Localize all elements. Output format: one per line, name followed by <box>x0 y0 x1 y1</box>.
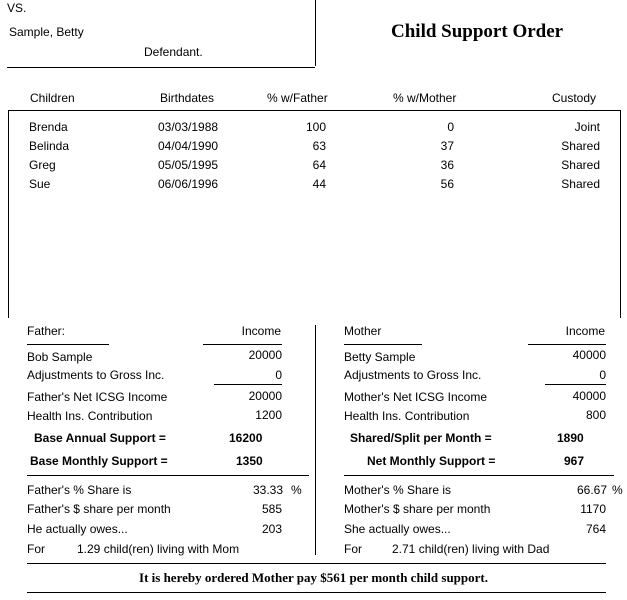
mother-owes-value: 764 <box>585 522 606 536</box>
order-statement: It is hereby ordered Mother pay $561 per month child support. <box>139 570 488 585</box>
caption-divider <box>315 0 316 66</box>
mother-adjust-value: 0 <box>599 368 606 382</box>
table-row-name: Brenda <box>29 120 68 134</box>
defendant-name: Sample, Betty <box>9 25 84 39</box>
mother-header-underline <box>344 344 422 345</box>
table-row-pct-mother: 36 <box>440 158 454 172</box>
mother-income: 40000 <box>572 348 606 362</box>
col-header-birthdates: Birthdates <box>160 91 215 105</box>
table-row-birthdate: 03/03/1988 <box>158 120 219 134</box>
father-health-value: 1200 <box>255 408 282 422</box>
table-row-birthdate: 05/05/1995 <box>158 158 219 172</box>
father-name: Bob Sample <box>27 350 93 364</box>
table-row-name: Belinda <box>29 139 70 153</box>
col-header-pct-father: % w/Father <box>267 91 328 105</box>
order-bottom-rule <box>27 592 606 593</box>
mother-name: Betty Sample <box>344 350 416 364</box>
father-net-label: Father's Net ICSG Income <box>27 390 168 404</box>
father-share-label: Father's $ share per month <box>27 502 171 516</box>
table-row-name: Sue <box>29 177 51 191</box>
col-header-children: Children <box>30 91 75 105</box>
father-adjust-label: Adjustments to Gross Inc. <box>27 368 165 382</box>
mother-for-value: 2.71 child(ren) living with Dad <box>392 542 550 556</box>
mother-net-value: 40000 <box>572 389 606 403</box>
mother-results-divider <box>344 475 614 476</box>
table-row-birthdate: 04/04/1990 <box>158 139 219 153</box>
mother-pct-label: Mother's % Share is <box>344 483 451 497</box>
father-health-label: Health Ins. Contribution <box>27 409 153 423</box>
father-owes-label: He actually owes... <box>27 522 128 536</box>
table-row-custody: Joint <box>574 120 600 134</box>
father-pct-value: 33.33 <box>252 483 283 497</box>
col-header-custody: Custody <box>552 91 597 105</box>
table-row-pct-father: 44 <box>312 177 326 191</box>
father-pct-unit: % <box>291 483 302 497</box>
father-for-label: For <box>27 542 45 556</box>
mother-pct-value: 66.67 <box>576 483 607 497</box>
table-row-pct-father: 100 <box>305 120 326 134</box>
father-header: Father: <box>27 324 66 338</box>
mother-owes-label: She actually owes... <box>344 522 451 536</box>
net-monthly-value: 967 <box>564 454 585 468</box>
vs-label: VS. <box>7 1 27 15</box>
mother-header: Mother <box>344 324 382 338</box>
table-row-pct-father: 64 <box>312 158 326 172</box>
center-divider <box>315 325 316 555</box>
father-adjust-value: 0 <box>275 368 282 382</box>
father-share-value: 585 <box>261 502 282 516</box>
table-right-border <box>620 110 621 318</box>
father-adjust-underline <box>214 384 282 385</box>
father-income-header: Income <box>241 324 281 338</box>
mother-share-value: 1170 <box>580 502 606 516</box>
table-row-name: Greg <box>29 158 56 172</box>
net-monthly-label: Net Monthly Support = <box>367 454 496 468</box>
father-for-value: 1.29 child(ren) living with Mom <box>77 542 240 556</box>
mother-health-value: 800 <box>585 408 606 422</box>
father-income-header-underline <box>203 344 282 345</box>
base-annual-value: 16200 <box>229 431 263 445</box>
mother-income-header-underline <box>528 344 606 345</box>
order-top-rule <box>27 563 606 564</box>
table-row-birthdate: 06/06/1996 <box>158 177 219 191</box>
col-header-pct-mother: % w/Mother <box>393 91 457 105</box>
base-monthly-value: 1350 <box>236 454 263 468</box>
table-row-pct-mother: 0 <box>447 120 454 134</box>
table-row-pct-mother: 56 <box>440 177 454 191</box>
shared-split-value: 1890 <box>557 431 584 445</box>
table-top-border <box>8 110 620 111</box>
shared-split-label: Shared/Split per Month = <box>350 431 492 445</box>
table-row-custody: Shared <box>561 158 600 172</box>
father-owes-value: 203 <box>261 522 282 536</box>
mother-for-label: For <box>344 542 362 556</box>
caption-underline <box>7 67 315 68</box>
mother-health-label: Health Ins. Contribution <box>344 409 470 423</box>
mother-net-label: Mother's Net ICSG Income <box>344 390 488 404</box>
mother-adjust-label: Adjustments to Gross Inc. <box>344 368 482 382</box>
table-left-border <box>8 110 9 318</box>
father-income: 20000 <box>248 348 282 362</box>
father-results-divider <box>27 475 309 476</box>
base-monthly-label: Base Monthly Support = <box>30 454 168 468</box>
table-row-pct-mother: 37 <box>440 139 454 153</box>
father-pct-label: Father's % Share is <box>27 483 132 497</box>
base-annual-label: Base Annual Support = <box>34 431 166 445</box>
table-row-custody: Shared <box>561 177 600 191</box>
mother-pct-unit: % <box>612 483 623 497</box>
defendant-label: Defendant. <box>144 45 203 59</box>
mother-share-label: Mother's $ share per month <box>344 502 491 516</box>
mother-income-header: Income <box>565 324 605 338</box>
table-row-pct-father: 63 <box>312 139 326 153</box>
father-header-underline <box>27 344 109 345</box>
mother-adjust-underline <box>545 384 606 385</box>
father-net-value: 20000 <box>248 389 282 403</box>
page-title: Child Support Order <box>391 21 564 42</box>
table-row-custody: Shared <box>561 139 600 153</box>
